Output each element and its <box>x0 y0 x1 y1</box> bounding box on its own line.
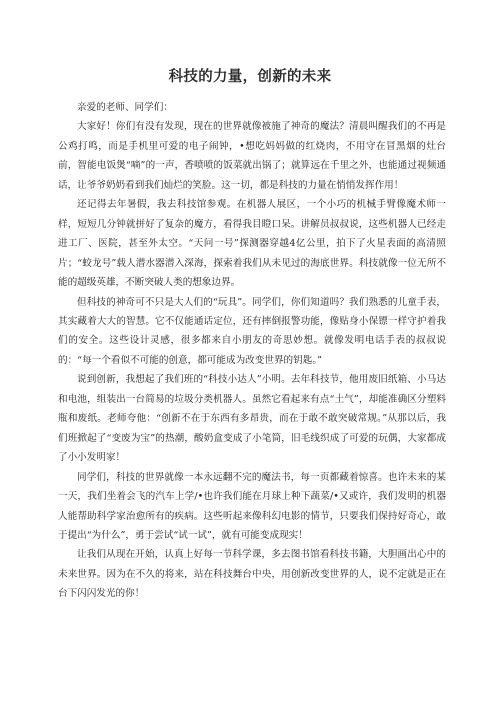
paragraph-5: 同学们，科技的世界就像一本永远翻不完的魔法书，每一页都藏着惊喜。也许未来的某一天，我们坐着会飞的汽车上学/•也许我们能在月球上种下蔬菜/•又或许，我们发明的机器人能帮助科学家治愈所有的疾病。这些听起来像科幻电影的情节，只要我们保持好奇心，敢于提出“为什么”，勇于尝试“试一试”，就有可能变成现实！ <box>58 471 446 541</box>
paragraph-6: 让我们从现在开始，认真上好每一节科学课，多去图书馆看科技书籍，大胆画出心中的未来世界。因为在不久的将来，站在科技舞台中央，用创新改变世界的人，说不定就是正在台下闪闪发光的你！ <box>58 549 446 600</box>
paragraph-4: 说到创新，我想起了我们班的“科技小达人”小明。去年科技节，他用废旧纸箱、小马达和电池，组装出一台简易的垃圾分类机器人。虽然它看起来有点“土气”，却能准确区分塑料瓶和废纸。老师夸他：“创新不在于东西有多昂贵，而在于敢不敢突破常规。”从那以后，我们班掀起了“变废为宝”的热潮，酸奶盒变成了小笔筒，旧毛线织成了可爱的玩偶，大家都成了小小发明家！ <box>58 374 446 464</box>
greeting-line: 亲爱的老师、同学们： <box>77 102 173 113</box>
document-title: 科技的力量，创新的未来 <box>168 69 332 85</box>
paragraph-2: 还记得去年暑假，我去科技馆参观。在机器人展区，一个小巧的机械手臂像魔术师一样，短短几分钟就拼好了复杂的魔方，看得我目瞪口呆。讲解员叔叔说，这些机器人已经走进工厂、医院，甚至外太空。“天问一号”探测器穿越4亿公里，拍下了火星表面的高清照片；“蛟龙号”载人潜水器潜入深海，探索着我们从未见过的海底世界。科技就像一位无所不能的超级英雄，不断突破人类的想象边界。 <box>58 199 446 289</box>
paragraph-3: 但科技的神奇可不只是大人们的“玩具”。同学们，你们知道吗？我们熟悉的儿童手表，其实藏着大大的智慧。它不仅能通话定位，还有摔倒报警功能，像贴身小保镖一样守护着我们的安全。这些设计灵感，很多都来自小朋友的奇思妙想。就像发明电话手表的叔叔说的：“每一个看似不可能的创意，都可能成为改变世界的钥匙。” <box>58 296 446 366</box>
paragraph-1: 大家好！你们有没有发现，现在的世界就像被施了神奇的魔法？清晨叫醒我们的不再是公鸡打鸣，而是手机里可爱的电子闹钟，•想吃妈妈做的红烧肉，不用守在冒黑烟的灶台前，智能电饭煲“嘀”的一声，香喷喷的饭菜就出锅了；就算远在千里之外，也能通过视频通话，让爷爷奶奶看到我们灿烂的笑脸。这一切，都是科技的力量在悄悄发挥作用！ <box>58 121 446 191</box>
document-body <box>58 98 446 604</box>
